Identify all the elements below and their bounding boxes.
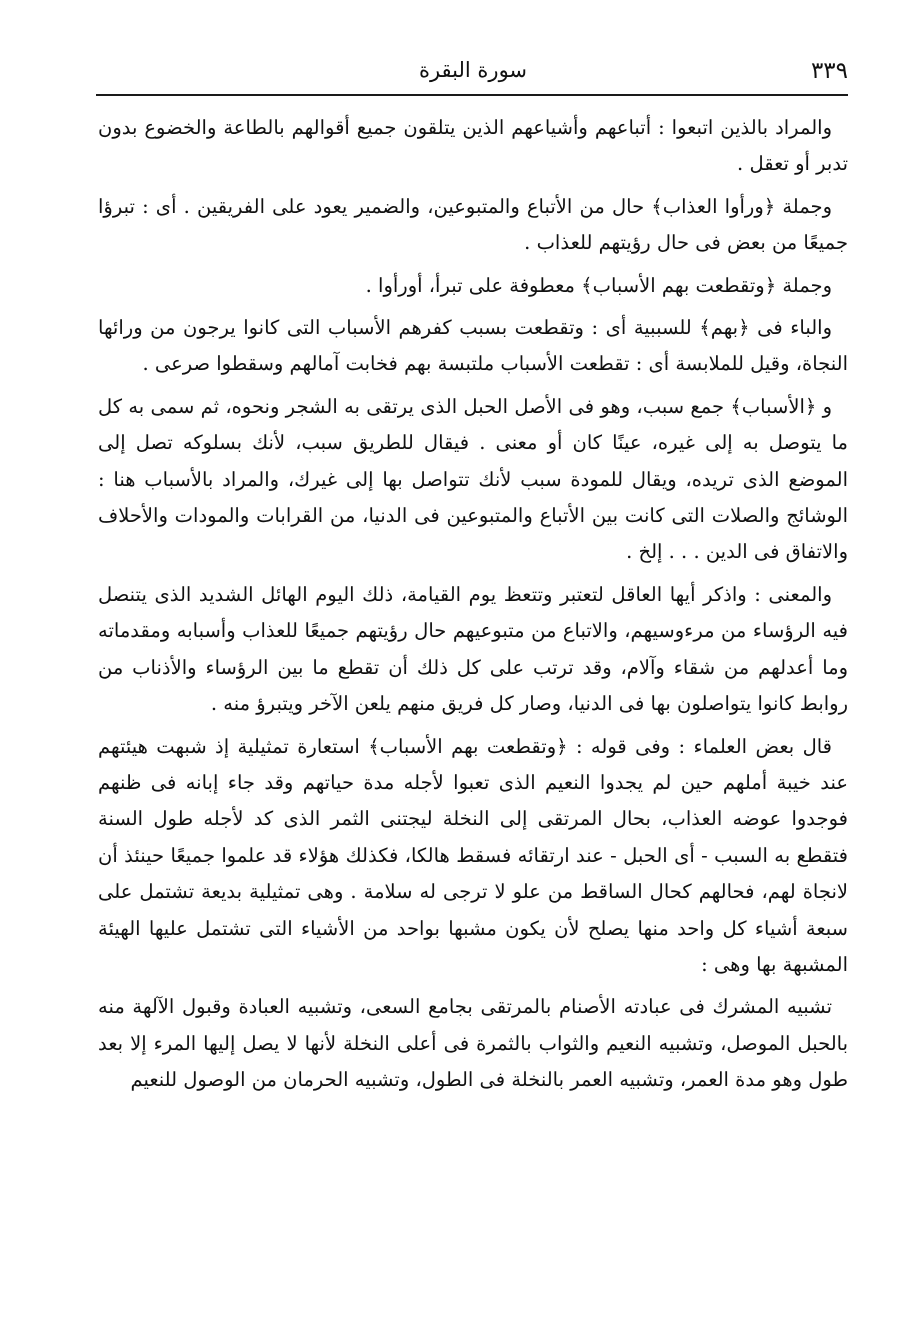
- header-divider: [96, 94, 848, 96]
- paragraph: و ﴿الأسباب﴾ جمع سبب، وهو فى الأصل الحبل الذى يرتقى به الشجر ونحوه، ثم سمى به كل ما يتوصل به إلى غيره، عينًا كان أو معنى . فيقال للطريق سبب، لأنك بسلوكه تصل إلى الموضع الذى تريده، ويقال للمودة سبب لأنك تتواصل بها إلى غيرك، والمراد بالأسباب هنا : الوشائج والصلات التى كانت بين الأتباع والمتبوعين فى الدنيا، من القرابات والمودات والأحلاف والاتفاق فى الدين . . . إلخ .: [98, 394, 848, 564]
- paragraph: تشبيه المشرك فى عبادته الأصنام بالمرتقى بجامع السعى، وتشبيه العبادة وقبول الآلهة منه بالحبل الموصل، وتشبيه النعيم والثواب بالثمرة فى أعلى النخلة لأنها لا يصل إليها المرء إلا بعد طول وهو مدة العمر، وتشبيه العمر بالنخلة فى الطول، وتشبيه الحرمان من الوصول للنعيم: [98, 995, 848, 1092]
- paragraph: والمعنى : واذكر أيها العاقل لتعتبر وتتعظ يوم القيامة، ذلك اليوم الهائل الشديد الذى يتنصل فيه الرؤساء من مرءوسيهم، والاتباع من متبوعيهم حال رؤيتهم جميعًا للعذاب وأسبابه ومقدماته وما أعدلهم من شقاء وآلام، وقد ترتب على كل ذلك أن تقطع ما بين الرؤساء والأذناب من روابط كانوا يتواصلون بها فى الدنيا، وصار كل فريق منهم يلعن الآخر ويتبرؤ منه .: [98, 582, 848, 716]
- paragraph: وجملة ﴿ورأوا العذاب﴾ حال من الأتباع والمتبوعين، والضمير يعود على الفريقين . أى : تبرؤا جميعًا من بعض فى حال رؤيتهم للعذاب .: [98, 194, 848, 255]
- surah-title: سورة البقرة: [418, 58, 528, 82]
- paragraph: والمراد بالذين اتبعوا : أتباعهم وأشياعهم الذين يتلقون جميع أقوالهم بالطاعة والخضوع بدون تدبر أو تعقل .: [98, 116, 848, 176]
- paragraph: والباء فى ﴿بهم﴾ للسببية أى : وتقطعت بسبب كفرهم الأسباب التى كانوا يرجون من ورائها النجاة، وقيل للملابسة أى : تقطعت الأسباب ملتبسة بهم فخابت آمالهم وسقطوا صرعى .: [98, 316, 848, 376]
- page-header: [98, 54, 848, 94]
- page-number: ٣٣٩: [810, 58, 848, 84]
- page-body: [98, 110, 848, 1105]
- paragraph: قال بعض العلماء : وفى قوله : ﴿وتقطعت بهم الأسباب﴾ استعارة تمثيلية إذ شبهت هيئتهم عند خيبة أملهم حين لم يجدوا النعيم الذى تعبوا لأجله مدة حياتهم وقد جاء إبانه فى ظنهم فوجدوا عوضه العذاب، بحال المرتقى إلى النخلة ليجتنى الثمر الذى كد لأجله طول السنة فتقطع به السبب - أى الحبل - عند ارتقائه فسقط هالكا، فكذلك هؤلاء قد علموا جميعًا حينئذ أن لانجاة لهم، فحالهم كحال الساقط من علو لا ترجى له سلامة . وهى تمثيلية بديعة تشتمل على سبعة أشياء كل واحد منها يصلح لأن يكون مشبها بواحد من الأشياء التى تشتمل عليها الهيئة المشبهة بها وهى :: [98, 734, 848, 976]
- paragraph: وجملة ﴿وتقطعت بهم الأسباب﴾ معطوفة على تبرأ، أورأوا .: [365, 273, 832, 297]
